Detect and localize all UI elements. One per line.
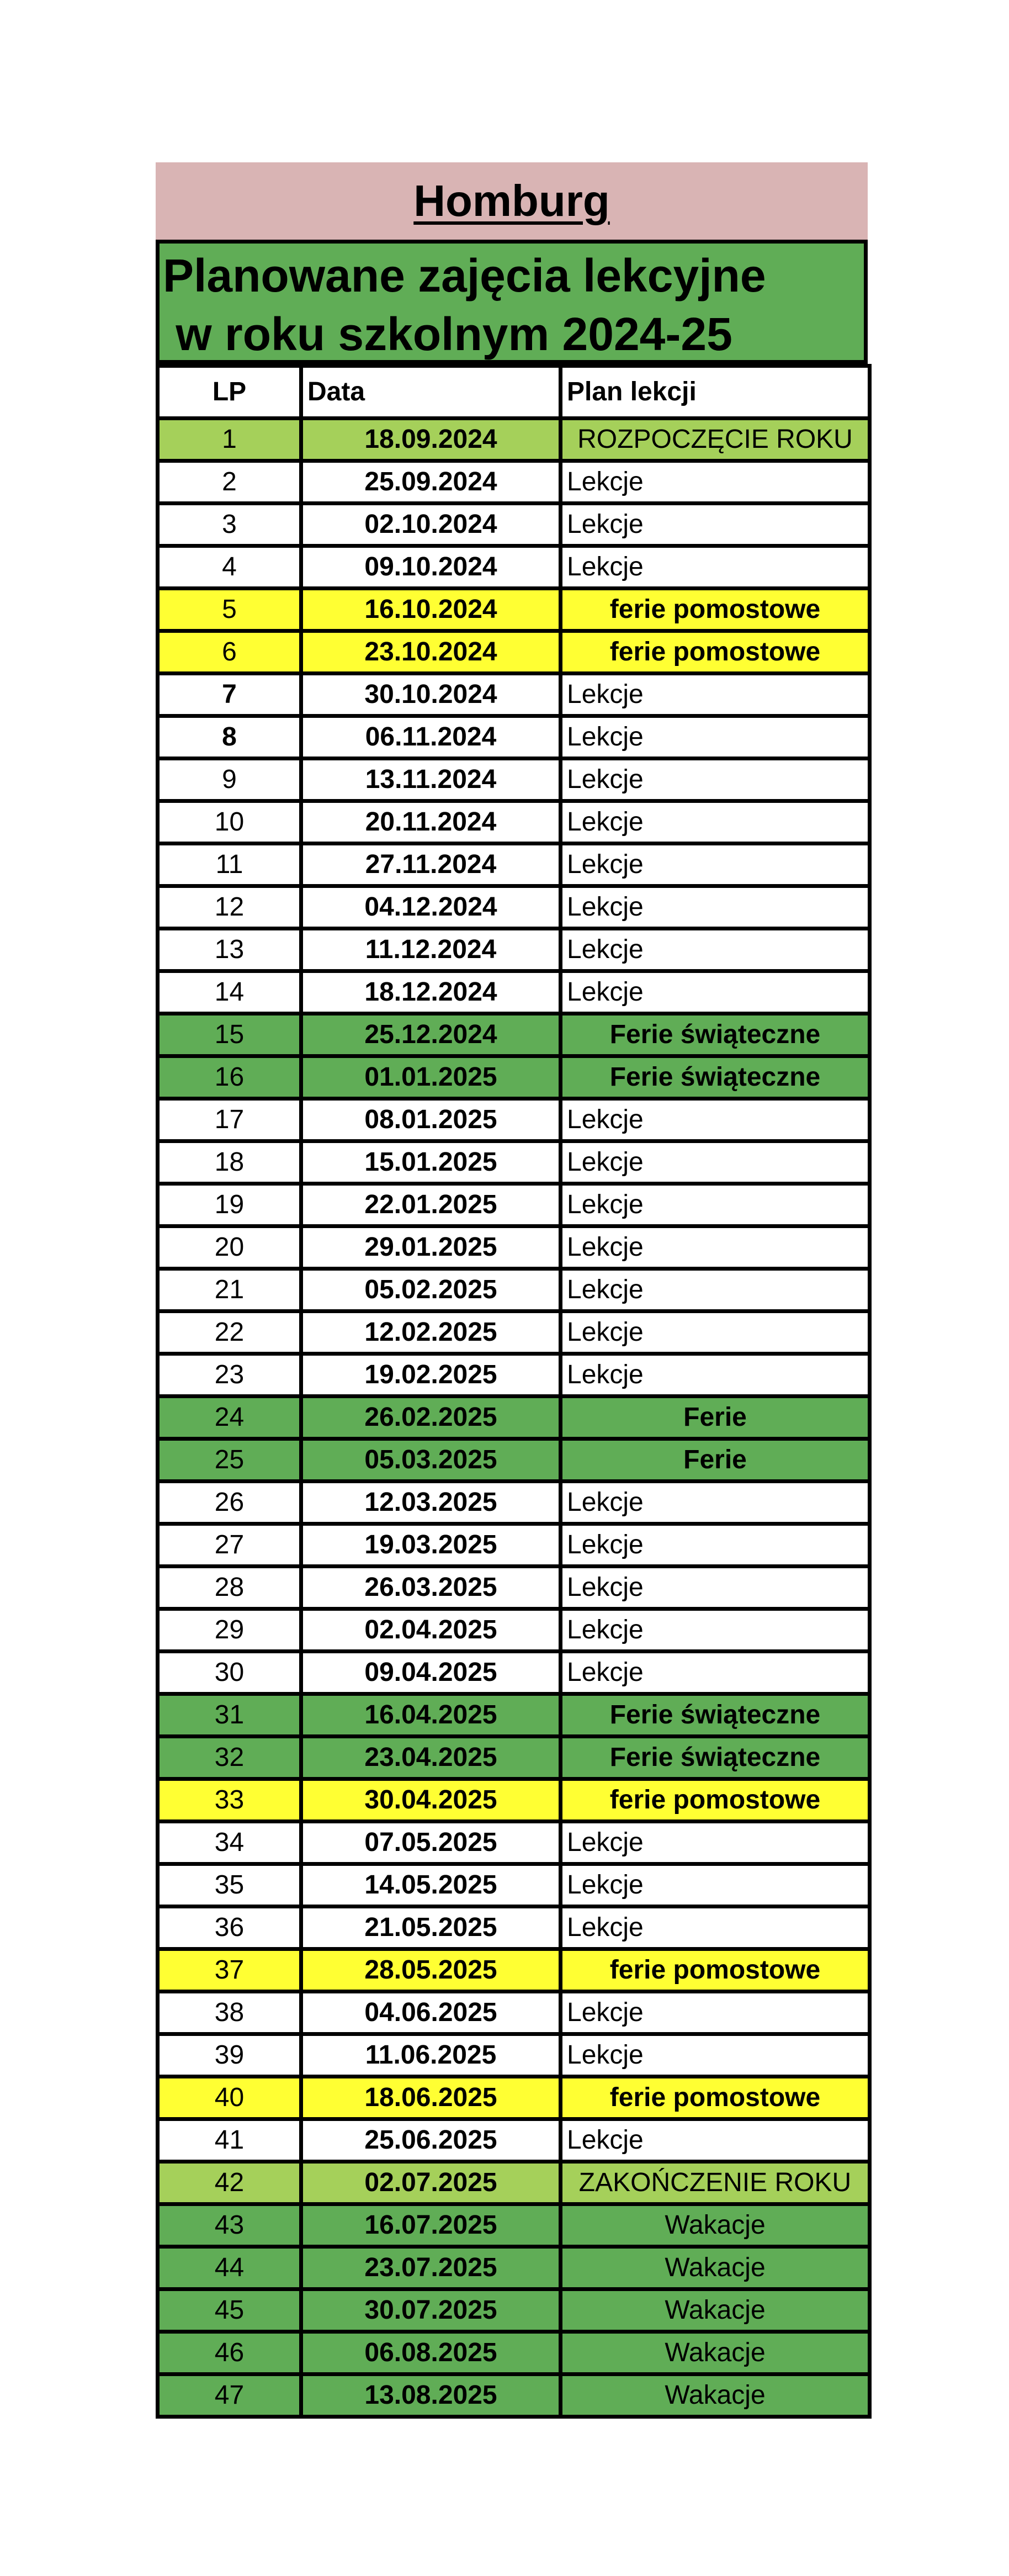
row-date: 02.07.2025 <box>301 2162 561 2204</box>
row-number: 15 <box>158 1014 301 1056</box>
row-plan: Lekcje <box>561 759 870 801</box>
row-number: 41 <box>158 2119 301 2162</box>
row-number: 28 <box>158 1567 301 1609</box>
row-number: 37 <box>158 1949 301 1992</box>
row-date: 12.02.2025 <box>301 1311 561 1354</box>
table-row <box>158 1992 870 2034</box>
table-row <box>158 1864 870 1907</box>
row-number: 30 <box>158 1652 301 1694</box>
row-date: 23.07.2025 <box>301 2247 561 2289</box>
table-row <box>158 631 870 674</box>
row-date: 27.11.2024 <box>301 844 561 886</box>
table-row <box>158 2119 870 2162</box>
row-number: 20 <box>158 1226 301 1269</box>
row-plan: Lekcje <box>561 1652 870 1694</box>
row-number: 2 <box>158 461 301 504</box>
table-row <box>158 1779 870 1822</box>
row-number: 16 <box>158 1056 301 1099</box>
row-plan: Ferie świąteczne <box>561 1056 870 1099</box>
table-row <box>158 1652 870 1694</box>
table-row <box>158 801 870 844</box>
row-plan: Lekcje <box>561 1099 870 1141</box>
row-plan: Lekcje <box>561 461 870 504</box>
row-date: 26.03.2025 <box>301 1567 561 1609</box>
row-date: 06.08.2025 <box>301 2332 561 2374</box>
row-plan: Wakacje <box>561 2247 870 2289</box>
row-number: 40 <box>158 2077 301 2119</box>
row-plan: Ferie świąteczne <box>561 1014 870 1056</box>
row-plan: ferie pomostowe <box>561 2077 870 2119</box>
table-row <box>158 1184 870 1226</box>
row-date: 04.06.2025 <box>301 1992 561 2034</box>
row-number: 7 <box>158 674 301 716</box>
row-date: 18.06.2025 <box>301 2077 561 2119</box>
table-row <box>158 1014 870 1056</box>
schedule-table <box>156 364 872 2419</box>
row-plan: Lekcje <box>561 1269 870 1311</box>
schedule-sheet <box>156 162 868 2419</box>
row-plan: Wakacje <box>561 2374 870 2417</box>
row-plan: Ferie świąteczne <box>561 1694 870 1737</box>
row-date: 08.01.2025 <box>301 1099 561 1141</box>
row-date: 13.08.2025 <box>301 2374 561 2417</box>
row-date: 11.12.2024 <box>301 929 561 971</box>
row-number: 13 <box>158 929 301 971</box>
row-plan: Wakacje <box>561 2332 870 2374</box>
row-date: 30.07.2025 <box>301 2289 561 2332</box>
row-plan: Ferie świąteczne <box>561 1737 870 1779</box>
row-date: 13.11.2024 <box>301 759 561 801</box>
row-date: 22.01.2025 <box>301 1184 561 1226</box>
table-row <box>158 1269 870 1311</box>
row-date: 11.06.2025 <box>301 2034 561 2077</box>
row-plan: Lekcje <box>561 929 870 971</box>
row-date: 05.03.2025 <box>301 1439 561 1482</box>
row-plan: Lekcje <box>561 674 870 716</box>
row-date: 23.10.2024 <box>301 631 561 674</box>
row-number: 4 <box>158 546 301 589</box>
table-row <box>158 2332 870 2374</box>
row-number: 21 <box>158 1269 301 1311</box>
row-date: 28.05.2025 <box>301 1949 561 1992</box>
row-plan: Lekcje <box>561 971 870 1014</box>
row-date: 05.02.2025 <box>301 1269 561 1311</box>
table-row <box>158 2034 870 2077</box>
row-number: 10 <box>158 801 301 844</box>
row-date: 29.01.2025 <box>301 1226 561 1269</box>
column-header-plan: Plan lekcji <box>561 366 870 419</box>
row-date: 30.04.2025 <box>301 1779 561 1822</box>
row-plan: Lekcje <box>561 1311 870 1354</box>
table-row <box>158 1949 870 1992</box>
row-plan: Lekcje <box>561 716 870 759</box>
row-number: 47 <box>158 2374 301 2417</box>
row-plan: Lekcje <box>561 1907 870 1949</box>
table-row <box>158 2077 870 2119</box>
row-date: 16.04.2025 <box>301 1694 561 1737</box>
row-plan: Lekcje <box>561 844 870 886</box>
table-row <box>158 1737 870 1779</box>
row-date: 14.05.2025 <box>301 1864 561 1907</box>
row-plan: Lekcje <box>561 546 870 589</box>
table-row <box>158 1907 870 1949</box>
table-row <box>158 759 870 801</box>
row-number: 26 <box>158 1482 301 1524</box>
row-plan: Lekcje <box>561 1822 870 1864</box>
table-row <box>158 971 870 1014</box>
row-number: 6 <box>158 631 301 674</box>
row-plan: Wakacje <box>561 2204 870 2247</box>
page-title: Homburg <box>413 176 610 225</box>
row-number: 42 <box>158 2162 301 2204</box>
table-row <box>158 589 870 631</box>
column-header-lp: LP <box>158 366 301 419</box>
row-plan: Lekcje <box>561 1567 870 1609</box>
row-plan: ROZPOCZĘCIE ROKU <box>561 419 870 461</box>
row-number: 39 <box>158 2034 301 2077</box>
row-number: 3 <box>158 504 301 546</box>
row-date: 09.10.2024 <box>301 546 561 589</box>
row-plan: Ferie <box>561 1439 870 1482</box>
row-date: 15.01.2025 <box>301 1141 561 1184</box>
row-number: 23 <box>158 1354 301 1397</box>
row-date: 09.04.2025 <box>301 1652 561 1694</box>
table-row <box>158 929 870 971</box>
row-date: 23.04.2025 <box>301 1737 561 1779</box>
row-number: 19 <box>158 1184 301 1226</box>
table-row <box>158 886 870 929</box>
schedule-body <box>158 419 870 2417</box>
table-row <box>158 2204 870 2247</box>
table-row <box>158 1822 870 1864</box>
row-date: 01.01.2025 <box>301 1056 561 1099</box>
table-row <box>158 1439 870 1482</box>
table-row <box>158 1354 870 1397</box>
row-date: 12.03.2025 <box>301 1482 561 1524</box>
row-plan: ferie pomostowe <box>561 631 870 674</box>
row-date: 19.02.2025 <box>301 1354 561 1397</box>
row-number: 27 <box>158 1524 301 1567</box>
row-number: 12 <box>158 886 301 929</box>
row-date: 20.11.2024 <box>301 801 561 844</box>
row-number: 44 <box>158 2247 301 2289</box>
row-date: 25.09.2024 <box>301 461 561 504</box>
table-row <box>158 674 870 716</box>
table-row <box>158 1397 870 1439</box>
table-row <box>158 1141 870 1184</box>
row-number: 33 <box>158 1779 301 1822</box>
row-number: 9 <box>158 759 301 801</box>
row-date: 06.11.2024 <box>301 716 561 759</box>
row-number: 35 <box>158 1864 301 1907</box>
row-number: 18 <box>158 1141 301 1184</box>
row-plan: Lekcje <box>561 886 870 929</box>
row-number: 24 <box>158 1397 301 1439</box>
table-row <box>158 504 870 546</box>
table-row <box>158 1567 870 1609</box>
table-row <box>158 1482 870 1524</box>
table-row <box>158 546 870 589</box>
row-plan: ferie pomostowe <box>561 589 870 631</box>
row-date: 02.04.2025 <box>301 1609 561 1652</box>
table-row <box>158 2162 870 2204</box>
row-date: 18.12.2024 <box>301 971 561 1014</box>
table-row <box>158 419 870 461</box>
title-banner <box>156 162 868 240</box>
row-plan: ferie pomostowe <box>561 1949 870 1992</box>
row-date: 16.10.2024 <box>301 589 561 631</box>
row-plan: ZAKOŃCZENIE ROKU <box>561 2162 870 2204</box>
row-date: 04.12.2024 <box>301 886 561 929</box>
table-row <box>158 461 870 504</box>
row-date: 21.05.2025 <box>301 1907 561 1949</box>
row-plan: Wakacje <box>561 2289 870 2332</box>
row-plan: Lekcje <box>561 801 870 844</box>
row-plan: Lekcje <box>561 1609 870 1652</box>
column-header-date: Data <box>301 366 561 419</box>
row-date: 25.06.2025 <box>301 2119 561 2162</box>
table-row <box>158 1099 870 1141</box>
row-date: 30.10.2024 <box>301 674 561 716</box>
row-number: 38 <box>158 1992 301 2034</box>
row-plan: Lekcje <box>561 504 870 546</box>
row-plan: Lekcje <box>561 1226 870 1269</box>
row-plan: Lekcje <box>561 1992 870 2034</box>
row-number: 34 <box>158 1822 301 1864</box>
row-number: 31 <box>158 1694 301 1737</box>
row-number: 11 <box>158 844 301 886</box>
row-date: 26.02.2025 <box>301 1397 561 1439</box>
row-number: 25 <box>158 1439 301 1482</box>
table-header-row <box>158 366 870 419</box>
row-number: 46 <box>158 2332 301 2374</box>
row-number: 36 <box>158 1907 301 1949</box>
table-row <box>158 1609 870 1652</box>
row-plan: Ferie <box>561 1397 870 1439</box>
row-number: 32 <box>158 1737 301 1779</box>
row-date: 19.03.2025 <box>301 1524 561 1567</box>
row-number: 14 <box>158 971 301 1014</box>
row-number: 17 <box>158 1099 301 1141</box>
row-number: 1 <box>158 419 301 461</box>
row-number: 8 <box>158 716 301 759</box>
table-row <box>158 1524 870 1567</box>
row-number: 29 <box>158 1609 301 1652</box>
table-row <box>158 2289 870 2332</box>
table-row <box>158 716 870 759</box>
row-plan: Lekcje <box>561 1354 870 1397</box>
table-row <box>158 1694 870 1737</box>
row-plan: Lekcje <box>561 1141 870 1184</box>
row-date: 18.09.2024 <box>301 419 561 461</box>
table-row <box>158 1056 870 1099</box>
row-plan: Lekcje <box>561 1524 870 1567</box>
row-date: 25.12.2024 <box>301 1014 561 1056</box>
row-plan: Lekcje <box>561 1864 870 1907</box>
row-plan: Lekcje <box>561 1482 870 1524</box>
row-number: 5 <box>158 589 301 631</box>
table-row <box>158 1226 870 1269</box>
row-plan: Lekcje <box>561 1184 870 1226</box>
row-plan: Lekcje <box>561 2119 870 2162</box>
row-date: 16.07.2025 <box>301 2204 561 2247</box>
row-date: 07.05.2025 <box>301 1822 561 1864</box>
table-row <box>158 1311 870 1354</box>
table-row <box>158 2374 870 2417</box>
row-plan: Lekcje <box>561 2034 870 2077</box>
table-row <box>158 2247 870 2289</box>
row-number: 22 <box>158 1311 301 1354</box>
row-plan: ferie pomostowe <box>561 1779 870 1822</box>
row-number: 45 <box>158 2289 301 2332</box>
row-date: 02.10.2024 <box>301 504 561 546</box>
row-number: 43 <box>158 2204 301 2247</box>
table-row <box>158 844 870 886</box>
schedule-heading: Planowane zajęcia lekcyjne w roku szkolnym 2024-25 <box>156 240 868 364</box>
